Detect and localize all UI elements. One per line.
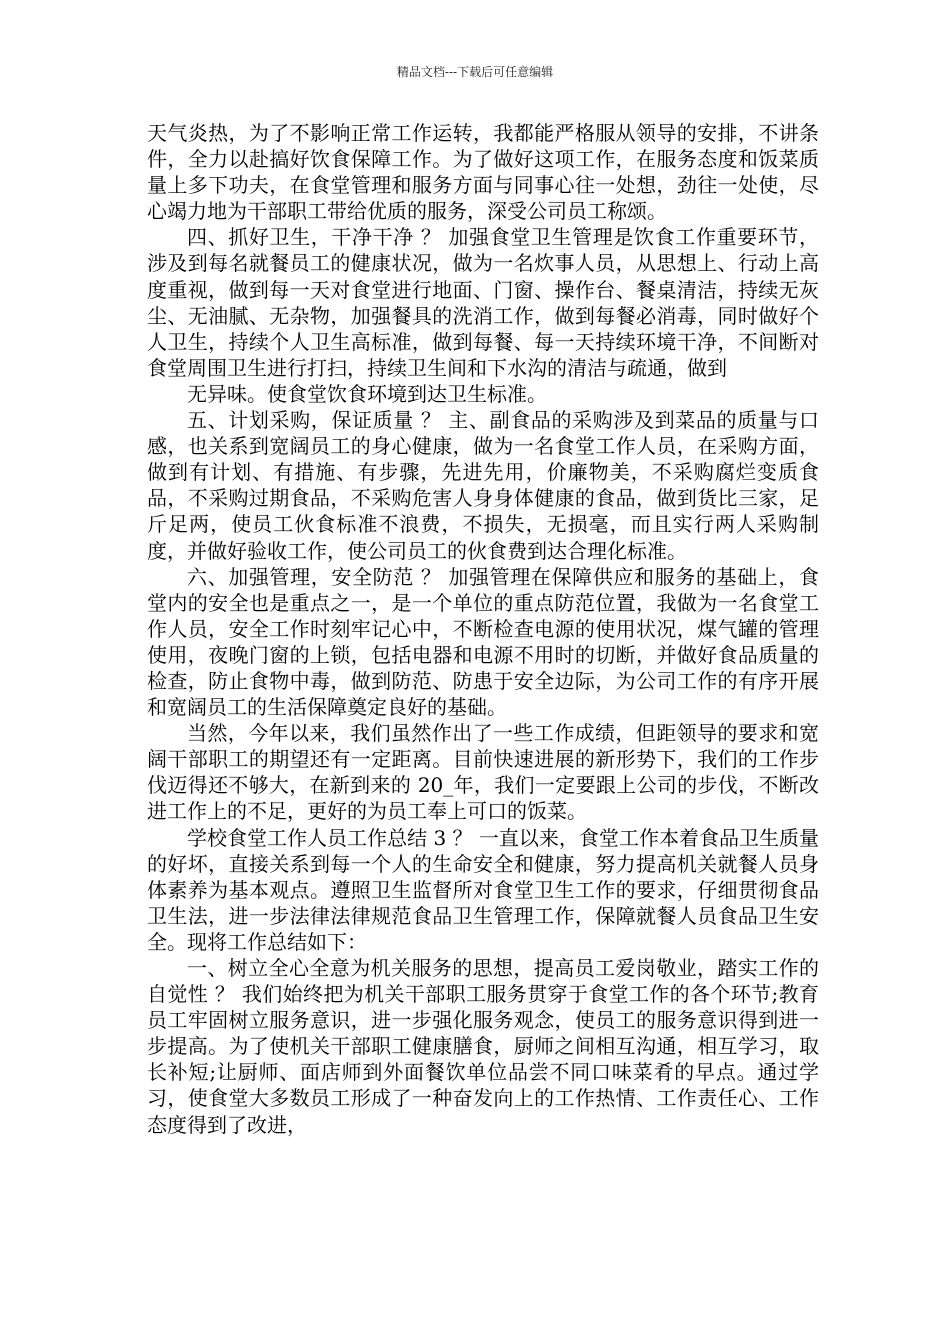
paragraph-6: 当然，今年以来，我们虽然作出了一些工作成绩，但距领导的要求和宽阔干部职工的期望还有一定距离。目前快速进展的新形势下，我们的工作步伐迈得还不够大，在新到来的 20_年，我们一定要跟上公司的步伐，不断改进工作上的不足，更好的为员工奉上可口的饭菜。 <box>147 721 819 824</box>
paragraph-5: 六、加强管理，安全防范 ？ 加强管理在保障供应和服务的基础上，食堂内的安全也是重点之一，是一个单位的重点防范位置，我做为一名食堂工作人员，安全工作时刻牢记心中，不断检查电源的使用状况，煤气罐的管理使用，夜晚门窗的上锁，包括电器和电源不用时的切断，并做好食品质量的检查，防止食物中毒，做到防范、防患于安全边际，为公司工作的有序开展和宽阔员工的生活保障奠定良好的基础。 <box>147 564 819 720</box>
document-body <box>147 120 819 1138</box>
paragraph-8: 一、树立全心全意为机关服务的思想，提高员工爱岗敬业，踏实工作的自觉性 ？ 我们始终把为机关干部职工服务贯穿于食堂工作的各个环节;教育员工牢固树立服务意识，进一步强化服务观念，使员工的服务意识得到进一步提高。为了使机关干部职工健康膳食，厨师之间相互沟通，相互学习，取长补短;让厨师、面店师到外面餐饮单位品尝不同口味菜肴的早点。通过学习，使食堂大多数员工形成了一种奋发向上的工作热情、工作责任心、工作态度得到了改进， <box>147 956 819 1137</box>
paragraph-1: 天气炎热，为了不影响正常工作运转，我都能严格服从领导的安排，不讲条件，全力以赴搞好饮食保障工作。为了做好这项工作，在服务态度和饭菜质量上多下功夫，在食堂管理和服务方面与同事心往一处想，劲往一处使，尽心竭力地为干部职工带给优质的服务，深受公司员工称颂。 <box>147 121 819 224</box>
paragraph-7: 学校食堂工作人员工作总结 3 ？ 一直以来，食堂工作本着食品卫生质量的好坏，直接关系到每一个人的生命安全和健康，努力提高机关就餐人员身体素养为基本观点。遵照卫生监督所对食堂卫生工作的要求，仔细贯彻食品卫生法，进一步法律法律规范食品卫生管理工作，保障就餐人员食品卫生安全。现将工作总结如下： <box>147 825 819 954</box>
paragraph-4: 五、计划采购，保证质量 ？ 主、副食品的采购涉及到菜品的质量与口感，也关系到宽阔员工的身心健康，做为一名食堂工作人员，在采购方面，做到有计划、有措施、有步骤，先进先用，价廉物美，不采购腐烂变质食品，不采购过期食品，不采购危害人身身体健康的食品，做到货比三家，足斤足两，使员工伙食标准不浪费，不损失，无损毫，而且实行两人采购制度，并做好验收工作，使公司员工的伙食费到达合理化标准。 <box>147 408 819 563</box>
page-header: 精品文档---下载后可任意编辑 <box>396 65 554 79</box>
paragraph-2: 四、抓好卫生，干净干净 ？ 加强食堂卫生管理是饮食工作重要环节，涉及到每名就餐员工的健康状况，做为一名炊事人员，从思想上、行动上高度重视，做到每一天对食堂进行地面、门窗、操作台、餐桌清洁，持续无灰尘、无油腻、无杂物，加强餐具的洗消工作，做到每餐必消毒，同时做好个人卫生，持续个人卫生高标准，做到每餐、每一天持续环境干净，不间断对食堂周围卫生进行打扫，持续卫生间和下水沟的清洁与疏通，做到 <box>147 225 819 380</box>
paragraph-3: 无异味。使食堂饮食环境到达卫生标准。 <box>187 381 547 406</box>
